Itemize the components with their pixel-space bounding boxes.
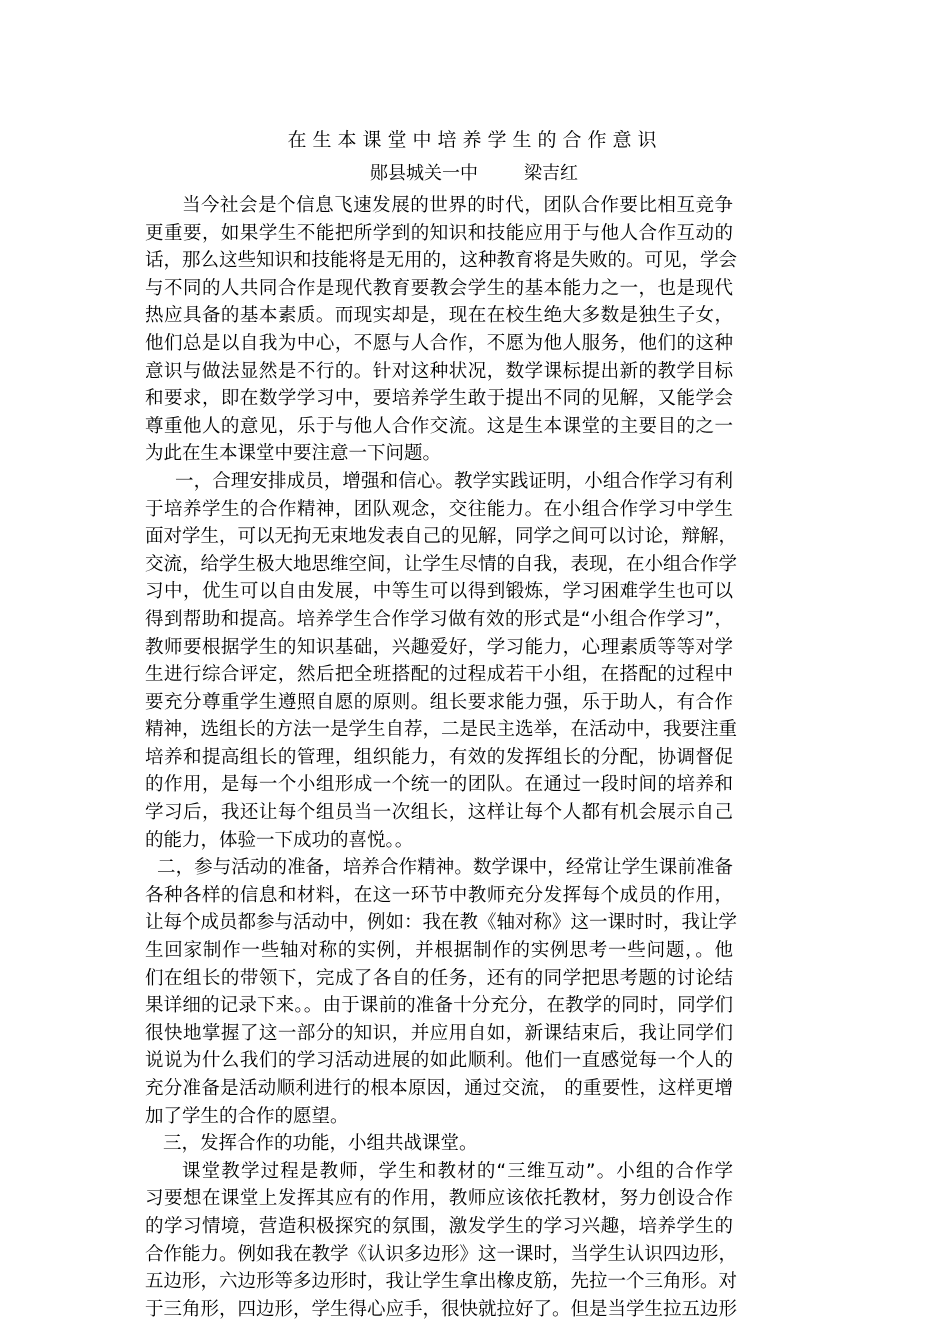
text-line: 话，那么这些知识和技能将是无用的，这种教育将是失败的。可见，学会 [145, 250, 738, 272]
text-line: 们在组长的带领下，完成了各自的任务，还有的同学把思考题的讨论结 [145, 967, 733, 989]
text-line: 加了学生的合作的愿望。 [145, 1105, 349, 1127]
text-line: 很快地掌握了这一部分的知识，并应用自如，新课结束后，我让同学们 [145, 1022, 733, 1044]
text-line: 意识与做法显然是不行的。针对这种状况，数学课标提出新的教学目标 [145, 360, 733, 382]
text-line: 当今社会是个信息飞速发展的世界的时代，团队合作要比相互竞争 [182, 195, 733, 216]
author-name: 梁吉红 [524, 163, 578, 184]
text-line: 热应具备的基本素质。而现实却是，现在在校生绝大多数是独生子女， [145, 305, 733, 327]
text-line: 面对学生，可以无拘无束地发表自己的见解，同学之间可以讨论，辩解， [145, 526, 738, 548]
text-line: 的能力，体验一下成功的喜悦。。 [145, 829, 414, 851]
text-line: 更重要，如果学生不能把所学到的知识和技能应用于与他人合作互动的 [145, 222, 733, 244]
body-text [145, 192, 738, 1323]
text-line: 与不同的人共同合作是现代教育要教会学生的基本能力之一，也是现代 [145, 277, 733, 299]
text-line: 要充分尊重学生遵照自愿的原则。组长要求能力强，乐于助人，有合作 [145, 691, 733, 713]
text-line: 他们总是以自我为中心，不愿与人合作，不愿为他人服务，他们的这种 [145, 332, 733, 354]
text-line: 五边形，六边形等多边形时，我让学生拿出橡皮筋，先拉一个三角形。对 [145, 1271, 738, 1293]
school-name: 郧县城关一中 [370, 163, 478, 184]
text-line: 习中，优生可以自由发展，中等生可以得到锻炼，学习困难学生也可以 [145, 581, 733, 603]
text-line: 交流，给学生极大地思维空间，让学生尽情的自我，表现，在小组合作学 [145, 553, 738, 575]
text-line: 精神，选组长的方法一是学生自荐，二是民主选举，在活动中，我要注重 [145, 719, 738, 741]
text-line: 得到帮助和提高。培养学生合作学习做有效的形式是“小组合作学习”， [145, 608, 733, 630]
text-line: 于三角形，四边形，学生得心应手，很快就拉好了。但是当学生拉五边形 [145, 1298, 738, 1320]
text-line: 的作用，是每一个小组形成一个统一的团队。在通过一段时间的培养和 [145, 774, 733, 796]
text-line: 的学习情境，营造积极探究的氛围，激发学生的学习兴趣，培养学生的 [145, 1215, 733, 1237]
text-line: 说说为什么我们的学习活动进展的如此顺利。他们一直感觉每一个人的 [145, 1050, 733, 1072]
section-heading-2: 二，参与活动的准备，培养合作精神。数学课中，经常让学生课前准备 [157, 857, 733, 879]
section-heading-1: 一，合理安排成员，增强和信心。教学实践证明，小组合作学习有利 [175, 470, 733, 492]
text-line: 果详细的记录下来。。由于课前的准备十分充分，在教学的同时，同学们 [145, 995, 733, 1017]
text-line: 习要想在课堂上发挥其应有的作用，教师应该依托教材，努力创设合作 [145, 1188, 733, 1210]
text-line: 充分准备是活动顺利进行的根本原因，通过交流， 的重要性，这样更增 [145, 1078, 733, 1099]
text-line: 和要求，即在数学学习中，要培养学生敢于提出不同的见解，又能学会 [145, 388, 733, 410]
text-line: 生进行综合评定，然后把全班搭配的过程成若干小组，在搭配的过程中 [145, 664, 733, 686]
byline [370, 162, 578, 186]
text-line: 教师要根据学生的知识基础，兴趣爱好，学习能力，心理素质等等对学 [145, 636, 733, 658]
text-line: 合作能力。例如我在教学《认识多边形》这一课时，当学生认识四边形， [145, 1243, 738, 1265]
text-line: 尊重他人的意见，乐于与他人合作交流。这是生本课堂的主要目的之一 [145, 415, 733, 437]
text-line: 让每个成员都参与活动中，例如：我在教《轴对称》这一课时时，我让学 [145, 912, 738, 934]
section-heading-3: 三，发挥合作的功能，小组共战课堂。 [163, 1133, 478, 1155]
text-line: 课堂教学过程是教师，学生和教材的“三维互动”。小组的合作学 [182, 1160, 733, 1182]
text-line: 生回家制作一些轴对称的实例，并根据制作的实例思考一些问题，。他 [145, 940, 733, 962]
text-line: 为此在生本课堂中要注意一下问题。 [145, 443, 442, 465]
text-line: 于培养学生的合作精神，团队观念，交往能力。在小组合作学习中学生 [145, 498, 733, 520]
text-line: 培养和提高组长的管理，组织能力，有效的发挥组长的分配，协调督促 [145, 746, 733, 768]
text-line: 各种各样的信息和材料，在这一环节中教师充分发挥每个成员的作用， [145, 884, 733, 906]
text-line: 学习后，我还让每个组员当一次组长，这样让每个人都有机会展示自己 [145, 802, 733, 824]
document-title: 在生本课堂中培养学生的合作意识 [287, 129, 663, 151]
